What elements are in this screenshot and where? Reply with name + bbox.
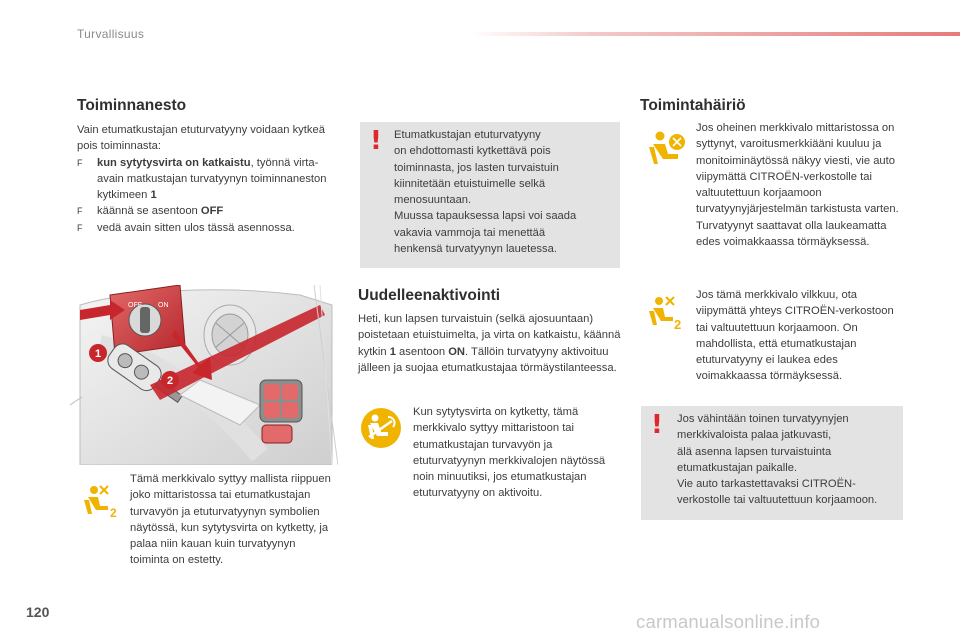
bullet-icon: F [77,206,83,217]
icon-number: 2 [110,506,117,518]
icon-number: 2 [674,317,682,331]
airbag-active-description: Kun sytytysvirta on kytketty, tämä merkkivalo syttyy mittaristoon tai etumatkustajan turvavyön ja etuturvatyynyn merkkivalojen näytössä noin minuutiksi, jos etumatkustajan etuturvatyyny on aktivoitu. [413,406,606,500]
warning-line: verkostolle tai valtuutettuun korjaamoon. [677,494,878,507]
fault-description-1: Jos oheinen merkkivalo mittaristossa on syttynyt, varoitusmerkkiääni kuuluu ja monitoiminäytössä näkyy viesti, vie auto viipymättä CITROËN-verkostolle tai valtuutettuun korjaamoon turvatyynyjärjestelmän tarkistusta varten. Turvatyynyt saattavat olla laukeamatta edes voimakkaassa törmäyksessä. [696,122,899,249]
step-text: käännä se asentoon [97,205,201,218]
warning-line: Jos vähintään toinen turvatyynyjen [677,413,849,425]
airbag-off-blinking-icon [646,295,684,331]
reactivation-heading: Uudelleenaktivointi [358,287,501,304]
warning-icon: ! [370,126,382,156]
header-divider [470,32,960,36]
fault-heading: Toimintahäiriö [640,97,746,114]
warning-text [677,411,901,509]
warning-box-fault [641,406,903,520]
warning-box-child-seat [360,122,620,268]
bullet-icon: F [77,222,83,233]
warning-line: merkkivaloista palaa jatkuvasti, [677,429,832,442]
illustration-off-label: OFF [128,302,142,309]
warning-line: Muussa tapauksessa lapsi voi saada [394,210,577,223]
reactivation-on-label: ON [448,345,465,358]
reactivation-text-part: Heti, kun lapsen turvaistuin (selkä ajosuuntaan) poistetaan etuistuimelta, ja virta on katkaistu, käännä kytkin [358,313,621,358]
step-text: , työnnä virta-avain matkustajan turvatyynyn toiminnaneston kytkimeen [97,156,327,202]
illustration-on-label: ON [158,302,169,309]
warning-line: älä asenna lapsen turvaistuinta [677,445,832,458]
warning-text [394,127,616,257]
list-item [77,220,337,236]
reactivation-number: 1 [389,345,396,358]
airbag-fault-icon [646,130,686,168]
step-number: 1 [150,189,157,202]
warning-line: Etumatkustajan etuturvatyyny [394,129,541,141]
left-intro: Vain etumatkustajan etuturvatyyny voidaan kytkeä pois toiminnasta: [77,124,325,153]
illustration-step2-label: 2 [166,375,174,387]
list-item [77,203,337,219]
warning-line: henkensä turvatyynyn lauetessa. [394,243,557,256]
watermark: carmanualsonline.info [636,611,821,632]
step-bold: OFF [200,205,224,218]
left-instructions [77,122,337,236]
airbag-switch-illustration [70,285,338,465]
reactivation-text-part: . Tällöin turvatyyny aktivoituu jälleen ja suojaa etumatkustajaa törmäystilanteessa. [358,345,617,374]
warning-line: menosuuntaan. [394,194,472,207]
list-item [77,155,337,204]
bullet-icon: F [77,157,83,168]
reactivation-text [358,311,623,376]
warning-line: toiminnasta, jos lasten turvaistuin [394,161,559,174]
warning-icon: ! [651,410,663,440]
warning-line: Vie auto tarkastettavaksi CITROËN- [677,478,856,491]
indicator-description: Tämä merkkivalo syttyy mallista riippuen joko mittaristossa tai etumatkustajan turvavyön ja etuturvatyynyn symbolien näytössä, kun sytytysvirta on kytketty, ja palaa niin kauan kuin turvatyynyn toiminta on estetty. [130,473,331,567]
fault-description-2: Jos tämä merkkivalo vilkkuu, ota viipymättä yhteys CITROËN-verkostoon tai valtuutettuun korjaamoon. On mahdollista, että etumatkustajan etuturvatyyny ei laukea edes voimakkaassa törmäyksessä. [696,289,894,383]
illustration-step1-label: 1 [94,348,102,360]
airbag-on-icon [360,407,402,449]
reactivation-text-part: asentoon [395,345,449,358]
airbag-off-icon [82,484,118,518]
left-heading: Toiminnanesto [77,97,187,114]
step-text: vedä avain sitten ulos tässä asennossa. [97,221,295,234]
warning-line: on ehdottomasti kytkettävä pois [394,145,551,158]
warning-line: vakavia vammoja tai menettää [394,226,546,239]
section-title: Turvallisuus [77,27,145,41]
warning-line: kiinnitetään etuistuimelle selkä [394,177,546,190]
step-bold: kun sytytysvirta on katkaistu [97,156,251,169]
warning-line: etumatkustajan paikalle. [677,461,798,474]
page-number: 120 [26,604,50,620]
